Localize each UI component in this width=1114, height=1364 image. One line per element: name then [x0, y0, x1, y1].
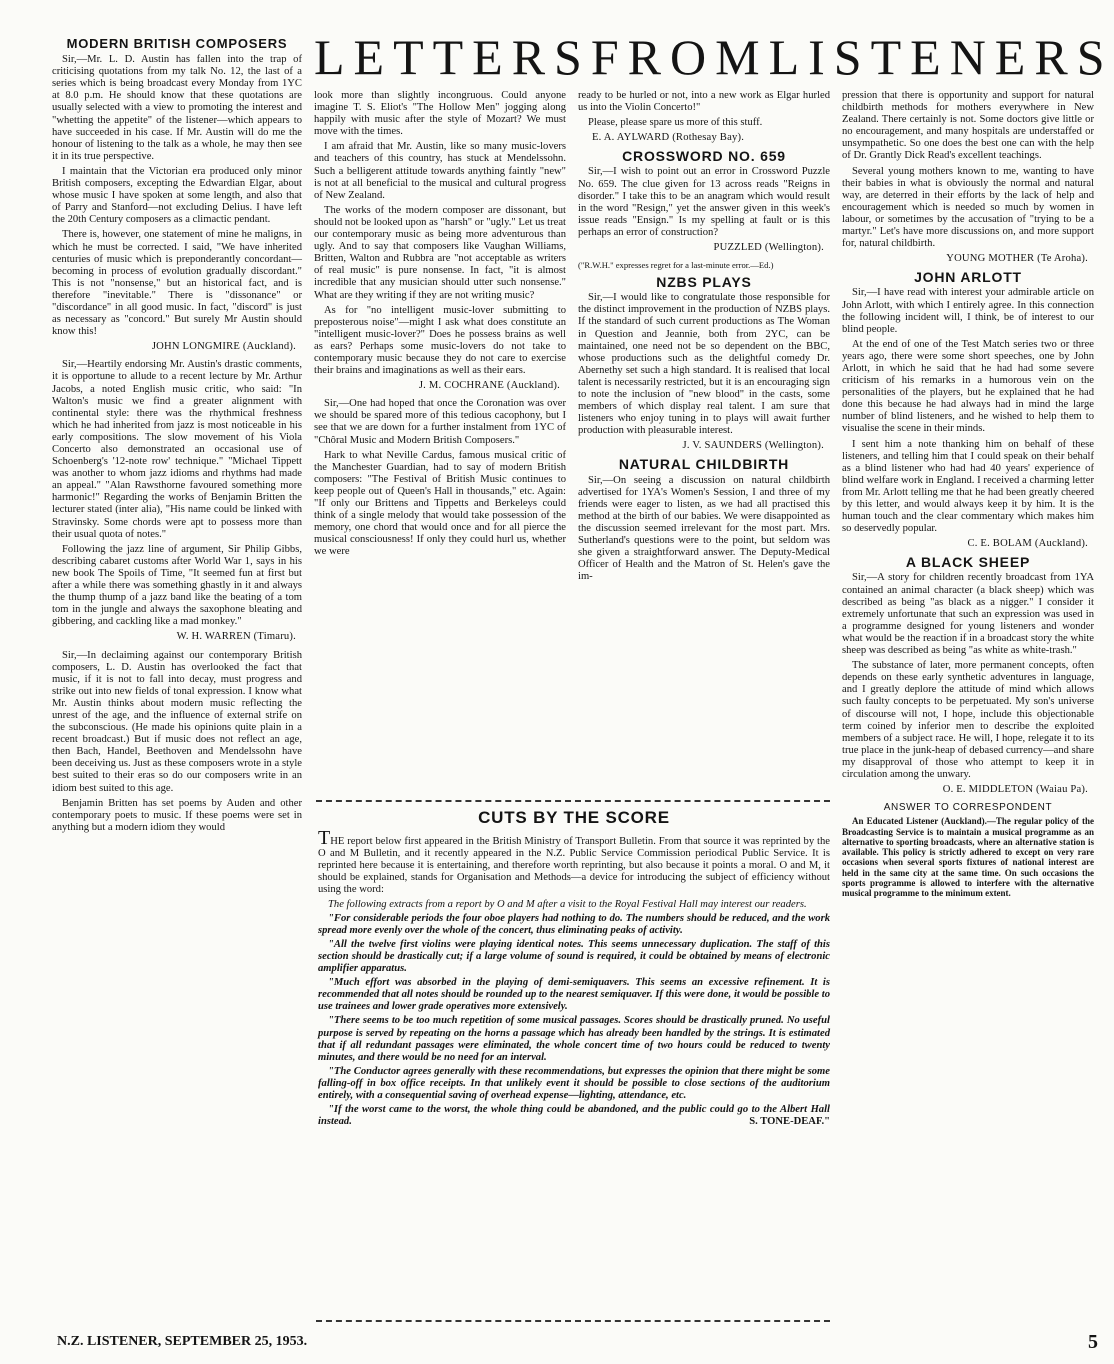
separator-rule: [316, 1320, 830, 1322]
letter-paragraph: I maintain that the Victorian era produced only minor British composers, excepting the Edwardian Elgar, about whose music I have spoken at some length, and also that of Parry and Stanford—not excluding Delius. I have left the 20th Century composers as a climactic pendant.: [52, 165, 302, 226]
column-4: [842, 90, 1094, 902]
letter-paragraph: Sir,—Mr. L. D. Austin has fallen into the trap of criticising quotations from my talk No. 12, the last of a series which is being broadcast every Monday from 1YC at 8.0 p.m. He should know that these quotations are usually selected with a view to promoting the interest and "whetting the appetite" of the listener—which appears to have succeeded in his case. If Mr. Austin will do me the honour of listening to the talk as a whole, he may then see it in its true perspective.: [52, 54, 302, 162]
letter-paragraph: Benjamin Britten has set poems by Auden and other contemporary poets to music. If these poems were set in anything but a modern idiom they would: [52, 797, 302, 833]
column-3: [578, 90, 830, 586]
signature: J. V. SAUNDERS (Wellington).: [682, 440, 824, 452]
quote-paragraph: "All the twelve first violins were playing identical notes. This seems unnecessary duplication. The staff of this section should be drastically cut; if a large volume of sound is required, it could be obtained by means of electronic amplifier apparatus.: [318, 938, 830, 975]
letter-paragraph: pression that there is opportunity and support for natural childbirth methods for mothers everywhere in New Zealand. There certainly is not. Some doctors give little or no encouragement, and many hospitals are understaffed or unsympathetic. So one does the best one can with the help of Dr. Grantly Dick Read's excellent teachings.: [842, 90, 1094, 162]
signature: YOUNG MOTHER (Te Aroha).: [946, 253, 1088, 265]
letter-paragraph: ready to be hurled or not, into a new work as Elgar hurled us into the Violin Concerto!": [578, 90, 830, 114]
section-heading-a-black-sheep: A BLACK SHEEP: [905, 554, 1031, 571]
section-heading-john-arlott: JOHN ARLOTT: [914, 269, 1022, 286]
letter-paragraph: At the end of one of the Test Match series two or three years ago, there were some short speeches, one by John Arlott, in which he said that he had had some severe criticism of his remarks in a humorous vein on the personalities of the players, but he explained that he had done this because he had always had in mind the large number of blind listeners, and he wished to help them to visualise the scene in their minds.: [842, 338, 1094, 435]
letter-paragraph: Please, please spare us more of this stuff.: [588, 117, 763, 129]
quote-text: "If the worst came to the worst, the whole thing could be abandoned, and the public could go to the Albert Hall instead.: [318, 1104, 830, 1128]
signature: E. A. AYLWARD (Rothesay Bay).: [592, 132, 745, 144]
letter-paragraph: There is, however, one statement of mine he maligns, in which he must be corrected. I said, "We have inherited centuries of music which is preponderantly concordant—becoming in process of evolution gradually discordant." This is not "nonsense," but an historical fact, and is therefore "inevitable." There is "dissonance" or "discordance" in all good music. In fact, "discord" is just as necessary as "concord." But surely Mr Austin should know this!: [52, 229, 302, 338]
letter-paragraph: As for "no intelligent music-lover submitting to preposterous noise"—might I ask what does constitute an "intelligent music-lover?" Does he possess brains as well as ears? Perhaps some music-lovers do not take to contemporary music because they do not care to exercise their brains and imaginations as well as their ears.: [314, 304, 566, 377]
section-heading-nzbs-plays: NZBS PLAYS: [656, 274, 752, 291]
cuts-by-the-score-article: [318, 808, 830, 1130]
letter-paragraph: Sir,—Heartily endorsing Mr. Austin's drastic comments, it is opportune to allude to a recent lecture by Mr. Arthur Jacobs, a noted English music critic, who said: "In Walton's music we find a greater alignment with continental style: there was the rhythmical freshness which he had inherited from jazz is most noticeable in his early compositions. The slow movement of his Viola Concerto also demonstrated an occasional use of Schoenberg's '12-note row' technique." "Michael Tippett was another to whom jazz idioms and rhythms had made an appeal." "Alan Rawsthorne favoured something more harmonic!" Regarding the works of Benjamin Britten the lecturer stated (inter alia), "His name could be linked with Stravinsky. Some chords were apt to possess more than their usual quota of notes.": [52, 359, 302, 540]
letter-paragraph: Hark to what Neville Cardus, famous musical critic of the Manchester Guardian, had to say of modern British composers: "The Festival of British Music continues to keep people out of Queen's Hall in thousands," etc. Again: "If only our Brittens and Tippetts and Berkeleys could think of a single melody that would take possession of the memory, one chord that would once and for all pierce the musical consciousness! If only they could hurl us, whether we were: [314, 449, 566, 558]
section-heading-crossword: CROSSWORD NO. 659: [622, 148, 786, 165]
article-intro: THE report below first appeared in the British Ministry of Transport Bulletin. From that source it was reprinted by the O and M Bulletin, and it recently appeared in the N.Z. Public Service Commission periodical Public Service. It is reprinted here because it is entertaining, and therefore worth reprinting, but also because it points a moral. O and M, it should be explained, stands for Organisation and Methods—a device for introducing the subject of efficiency without using the word:: [318, 827, 830, 896]
letter-paragraph: Sir,—I have read with interest your admirable article on John Arlott, with which I entirely agree. In this connection the following incident will, I think, be of interest to our blind people.: [842, 287, 1094, 335]
letter-paragraph: I sent him a note thanking him on behalf of these listeners, and telling him that I could speak on their behalf as a blind listener who had had 40 years' experience of blind welfare work in England. I received a charming letter from Mr. Arlott telling me that he had been greatly cheered by this letter, and would always keep it by him. It is the human touch and the clear commentary which makes him so deservedly popular.: [842, 438, 1094, 535]
banner-word-from: FROM: [590, 29, 769, 85]
letter-paragraph: Sir,—I would like to congratulate those responsible for the distinct improvement in the production of NZBS plays. If the standard of such current productions as The Woman in Question and Jeannie, both from 2YC, can be maintained, one need not be so dependent on the BBC, whose productions such as the delightful comedy Dr. Abernethy set such a high standard. It is realised that local talent is necessarily restricted, but it is an encouraging sign to note the inclusion of "new blood" in the casts, some members of which display real talent. I am sure that listeners who enjoy tuning in to plays will await further production with pleasurable interest.: [578, 292, 830, 437]
quote-paragraph: [318, 1104, 830, 1128]
signature: W. H. WARREN (Timaru).: [176, 631, 296, 643]
banner-word-letters: LETTERS: [314, 29, 591, 85]
page-number: 5: [1088, 1331, 1098, 1353]
letter-paragraph: look more than slightly incongruous. Could anyone imagine T. S. Eliot's "The Hollow Men" jogging along happily with music after the style of Mozart? We must move with the times.: [314, 90, 566, 138]
quote-paragraph: "The Conductor agrees generally with these recommendations, but expresses the opinion that there might be some falling-off in box office receipts. In that unlikely event it should be possible to close sections of the auditorium entirely, with a consequential saving of overhead expense—lighting, attendance, etc.: [318, 1065, 830, 1101]
quote-paragraph: "Much effort was absorbed in the playing of demi-semiquavers. This seems an excessive refinement. It is recommended that all notes should be rounded up to the nearest semiquaver. If this were done, it would be possible to use trainees and lower grade operatives more extensively.: [318, 977, 830, 1013]
section-heading-modern-british-composers: MODERN BRITISH COMPOSERS: [66, 36, 288, 51]
letter-paragraph: Sir,—One had hoped that once the Coronation was over we should be spared more of this tedious cacophony, but I see that we are down for a further instalment from 1YC of "Chôral Music and Modern British Composers.": [314, 398, 566, 446]
banner-word-listeners: LISTENERS: [768, 29, 1114, 85]
signature: C. E. BOLAM (Auckland).: [967, 538, 1088, 550]
quote-paragraph: The following extracts from a report by O and M after a visit to the Royal Festival Hall may interest our readers.: [328, 898, 807, 910]
signature: PUZZLED (Wellington).: [713, 242, 824, 254]
page-footer: N.Z. LISTENER, SEPTEMBER 25, 1953.: [57, 1334, 308, 1349]
separator-rule: [316, 800, 830, 802]
letter-paragraph: The works of the modern composer are dissonant, but should not be looked upon as "harsh" or "ugly." Let us treat our contemporary music as being more adventurous than ugly. And to say that composers like Vaughan Williams, Britten, Walton and Rubbra are "not acceptable as writers of real music" is pure nonsense. In fact, "it is almost incredible that any musician should utter such nonsense." What are they writing if they are not writing music?: [314, 204, 566, 301]
letter-paragraph: I am afraid that Mr. Austin, like so many music-lovers and teachers of this country, has stuck at Mendelssohn. Such a belligerent attitude towards anything faintly "new" is not at all beneficial to the musical and cultural progress of New Zealand.: [314, 141, 566, 201]
quote-paragraph: "There seems to be too much repetition of some musical passages. Scores should be drastically pruned. No useful purpose is served by repeating on the horns a passage which has already been handled by the strings. It is estimated that if all redundant passages were eliminated, the whole concert time of two hours could be reduced to twenty minutes, and there would be no need for an interval.: [318, 1015, 830, 1063]
letter-paragraph: Following the jazz line of argument, Sir Philip Gibbs, describing cabaret customs after World War 1, says in his new book The Spoils of Time, "It seemed fun at first but after a while there was something ghastly in it and always the thump thump of a jazz band like the beating of a tom tom in the jungle and always the saxophone bleating and gibbering, and cackling like a mad monkey.": [52, 543, 302, 628]
column-2: [314, 90, 566, 561]
letter-paragraph: Sir,—In declaiming against our contemporary British composers, L. D. Austin has overlooked the fact that music, if it is not to fall into decay, must progress and strike out into new fields of tonal expression. I know what Mr. Austin thinks about modern music reflecting the unrest of the age, and the influence of external strife on the subconscious. (He made his opinions quite plain in a recent broadcast.) But if music does not reflect an age, then Bach, Handel, Beethoven and Mendelssohn have been deceiving us. Just as these composers wrote in a style best suited to their eras so do our composers write in an idiom best suited to this age.: [52, 649, 302, 794]
signature: J. M. COCHRANE (Auckland).: [418, 380, 560, 392]
signature: JOHN LONGMIRE (Auckland).: [151, 341, 296, 353]
editor-note: ("R.W.H." expresses regret for a last-minute error.—Ed.): [578, 260, 774, 271]
article-signature: S. TONE-DEAF.": [749, 1116, 830, 1128]
letter-paragraph: Sir,—On seeing a discussion on natural childbirth advertised for 1YA's Women's Session, I and three of my friends were eager to listen, as we had all practised this method at the birth of our babies. We were disappointed as the discussion seemed irrelevant for the most part. Mrs. Sutherland's questions were to the point, but seldom was she given a straightforward answer. The Deputy-Medical Officer of Health and the Matron of St. Helen's gave the im-: [578, 474, 830, 583]
article-heading: CUTS BY THE SCORE: [478, 808, 670, 827]
signature: O. E. MIDDLETON (Waiau Pa).: [942, 784, 1088, 796]
letter-paragraph: The substance of later, more permanent concepts, often depends on these early synthetic adventures in language, and I greatly deplore the attitude of mind which allows such faulty concepts to be perpetuated. My son's universe of discourse will not, I hope, include this objectionable term coined by inferior men to describe the exploited members of a subject race. He will, I hope, relegate it to its true place in the junk-heap of debased currency—and share my disapproval of those who attempt to keep it in circulation among the unwary.: [842, 660, 1094, 780]
letter-paragraph: Several young mothers known to me, wanting to have their babies in what is obviously the normal and natural way, are deterred in their efforts by the lack of help and encouragement which is needed so much by women in labour, or sometimes by the accusation of "trying to be a martyr." Let's have more discussions on, and more support for, natural childbirth.: [842, 165, 1094, 250]
column-1: [52, 38, 302, 837]
page-banner: [314, 29, 1114, 85]
section-heading-natural-childbirth: NATURAL CHILDBIRTH: [618, 456, 790, 473]
answer-paragraph: An Educated Listener (Auckland).—The regular policy of the Broadcasting Service is to maintain a musical programme as an alternative to sporting broadcasts, where an alternative station is available. This policy is strictly adhered to except on very rare occasions when several sports fixtures of national interest are held in the same city at the same time. On such occasions the sports programme is allowed to interfere with the alternative musical programme to the minimum extent.: [842, 816, 1094, 899]
quote-paragraph: "For considerable periods the four oboe players had nothing to do. The numbers should be reduced, and the work spread more evenly over the whole of the concert, thus eliminating peaks of activity.: [318, 912, 830, 936]
section-heading-answer-to-correspondent: ANSWER TO CORRESPONDENT: [883, 802, 1053, 814]
letter-paragraph: Sir,—I wish to point out an error in Crossword Puzzle No. 659. The clue given for 13 across reads "Reigns in disorder." I take this to be an anagram which would result in the word "Resign," yet the answer given in this week's issue reads "Ensign." Is my spelling at fault or is this perhaps an error of construction?: [578, 166, 830, 238]
letter-paragraph: Sir,—A story for children recently broadcast from 1YA contained an animal character (a black sheep) which was described as being "as black as a nigger." I consider it extremely unfortunate that such an expression was used in a programme designed for young listeners and wonder what would be the reaction if in a broadcast story the white sheep was described as being "as white as white-trash.": [842, 572, 1094, 657]
